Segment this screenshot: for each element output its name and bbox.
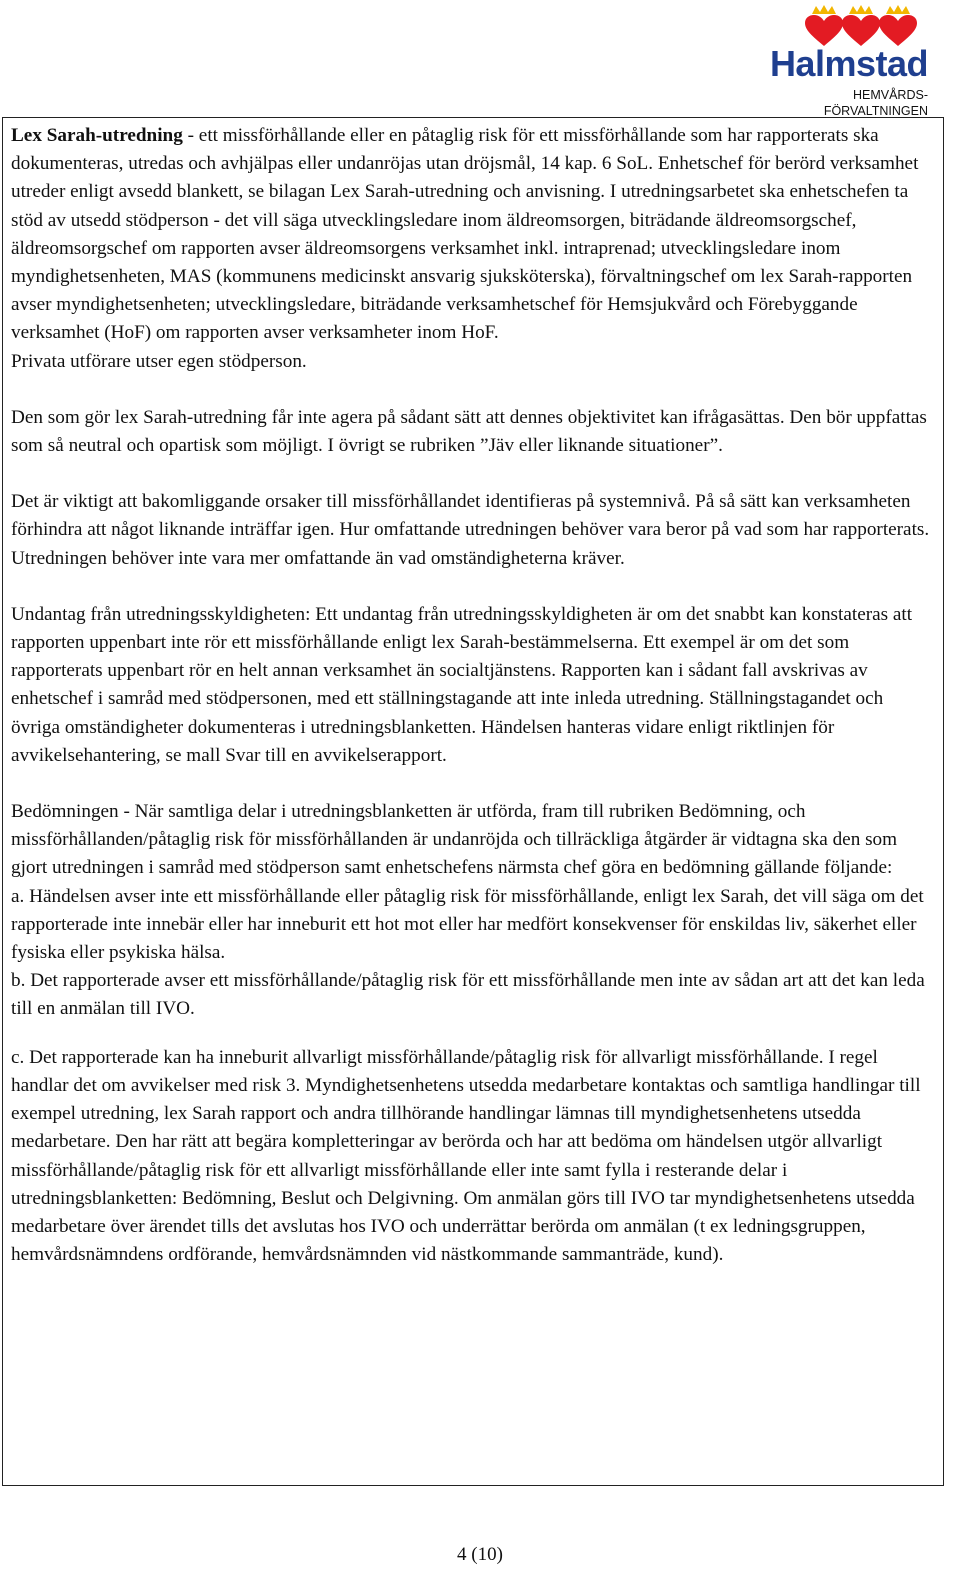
- hearts-crown-icon: [802, 4, 928, 48]
- logo-department-line1: HEMVÅRDS-: [852, 88, 928, 102]
- lex-sarah-utredning-heading: Lex Sarah-utredning: [11, 125, 183, 146]
- logo-department-line2: FÖRVALTNINGEN: [823, 104, 928, 118]
- list-item-c: c. Det rapporterade kan ha inneburit allvarligt missförhållande/påtaglig risk för allvarligt missförhållande. I regel handlar det om avvikelser med risk 3. Myndighetsenhetens utsedda medarbetare kontaktas och samtliga handlingar till exempel utredning, lex Sarah rapport och andra tillhörande handlingar lämnas till myndighetsenhetens utsedda medarbetare. Den har rätt att begära kompletteringar av berörda och har att bedöma om händelsen utgör allvarligt missförhållande/påtaglig risk för ett allvarligt missförhållande eller inte samt fylla i resterande delar i utredningsblanketten: Bedömning, Beslut och Delgivning. Om anmälan görs till IVO tar myndighetsenhetens utsedda medarbetare över ärendet tills det avslutas hos IVO och underrättar berörda om anmälan (t ex ledningsgruppen, hemvårdsnämndens ordförande, hemvårdsnämnden vid nästkommande sammanträde, kund).: [11, 1046, 921, 1266]
- list-item-a: a. Händelsen avser inte ett missförhållande eller påtaglig risk för missförhållande, enligt lex Sarah, det vill säga om det rapporterade inte innebär eller har inneburit ett hot mot eller har medfört konsekvenser för enskildas liv, säkerhet eller fysiska eller psykiska hälsa.: [11, 885, 924, 964]
- paragraph-objektivitet: Den som gör lex Sarah-utredning får inte agera på sådant sätt att dennes objektivitet kan ifrågasättas. Den bör uppfattas som så neutral och opartisk som möjligt. I övrigt se rubriken ”Jäv eller liknande situationer”.: [11, 406, 927, 457]
- halmstad-logo: [748, 4, 928, 116]
- list-item-b: b. Det rapporterade avser ett missförhållande/påtaglig risk för ett missförhållande men inte av sådan art att det kan leda till en anmälan till IVO.: [11, 970, 925, 1020]
- paragraph-bedomningen: Bedömningen - När samtliga delar i utredningsblanketten är utförda, fram till rubriken Bedömning, och missförhållanden/påtaglig risk för missförhållanden är undanröjda och tillräckliga åtgärder är vidtagna ska den som gjort utredningen i samråd med stödperson samt enhetschefens närmsta chef göra en bedömning gällande följande:: [11, 801, 898, 879]
- page-number: 4 (10): [457, 1544, 503, 1565]
- paragraph-systemniva: Det är viktigt att bakomliggande orsaker till missförhållandet identifieras på systemnivå. På så sätt kan verksamheten förhindra att något liknande inträffar igen. Hur omfattande utredningen behöver vara beror på vad som har rapporterats. Utredningen behöver inte vara mer omfattande än vad omständigheterna kräver.: [11, 491, 930, 569]
- paragraph-privata-utforare: Privata utförare utser egen stödperson.: [11, 350, 307, 372]
- paragraph-undantag: Undantag från utredningsskyldigheten: Ett undantag från utredningsskyldigheten är om det snabbt kan konstateras att rapporten uppenbart inte rör ett missförhållande enligt lex Sarah-bestämmelserna. Ett exempel är om det som rapporterats uppenbart rör en helt annan verksamhet än socialtjänstens. Rapporten kan i sådant fall avskrivas av enhetschef i samråd med stödpersonen, med ett ställningstagande att inte inleda utredning. Ställningstagandet och övriga omständigheter dokumenteras i utredningsblanketten. Händelsen hanteras vidare enligt riktlinjen för avvikelsehantering, se mall Svar till en avvikelserapport.: [11, 603, 913, 766]
- content-frame: [2, 117, 944, 1486]
- logo-wordmark: Halmstad: [769, 43, 928, 84]
- lex-sarah-utredning-text: - ett missförhållande eller en påtaglig risk för ett missförhållande som har rapporterats ska dokumenteras, utredas och avhjälpas eller undanröjas utan dröjsmål, 14 kap. 6 SoL. Enhetschef för berörd verksamhet utreder enligt avsedd blankett, se bilagan Lex Sarah-utredning och anvisning. I utredningsarbetet ska enhetschefen ta stöd av utsedd stödperson - det vill säga utvecklingsledare inom äldreomsorgen, biträdande äldreomsorgschef, äldreomsorgschef om rapporten avser äldreomsorgens verksamhet inkl. intraprenad; utvecklingsledare inom myndighetsenheten, MAS (kommunens medicinskt ansvarig sjuksköterska), förvaltningschef om lex Sarah-rapporten avser myndighetsenheten; utvecklingsledare, biträdande verksamhetschef för Hemsjukvård och Förebyggande verksamhet (HoF) om rapporten avser verksamheter inom HoF.: [11, 125, 919, 344]
- paragraph-lex-sarah-utredning: [11, 122, 935, 348]
